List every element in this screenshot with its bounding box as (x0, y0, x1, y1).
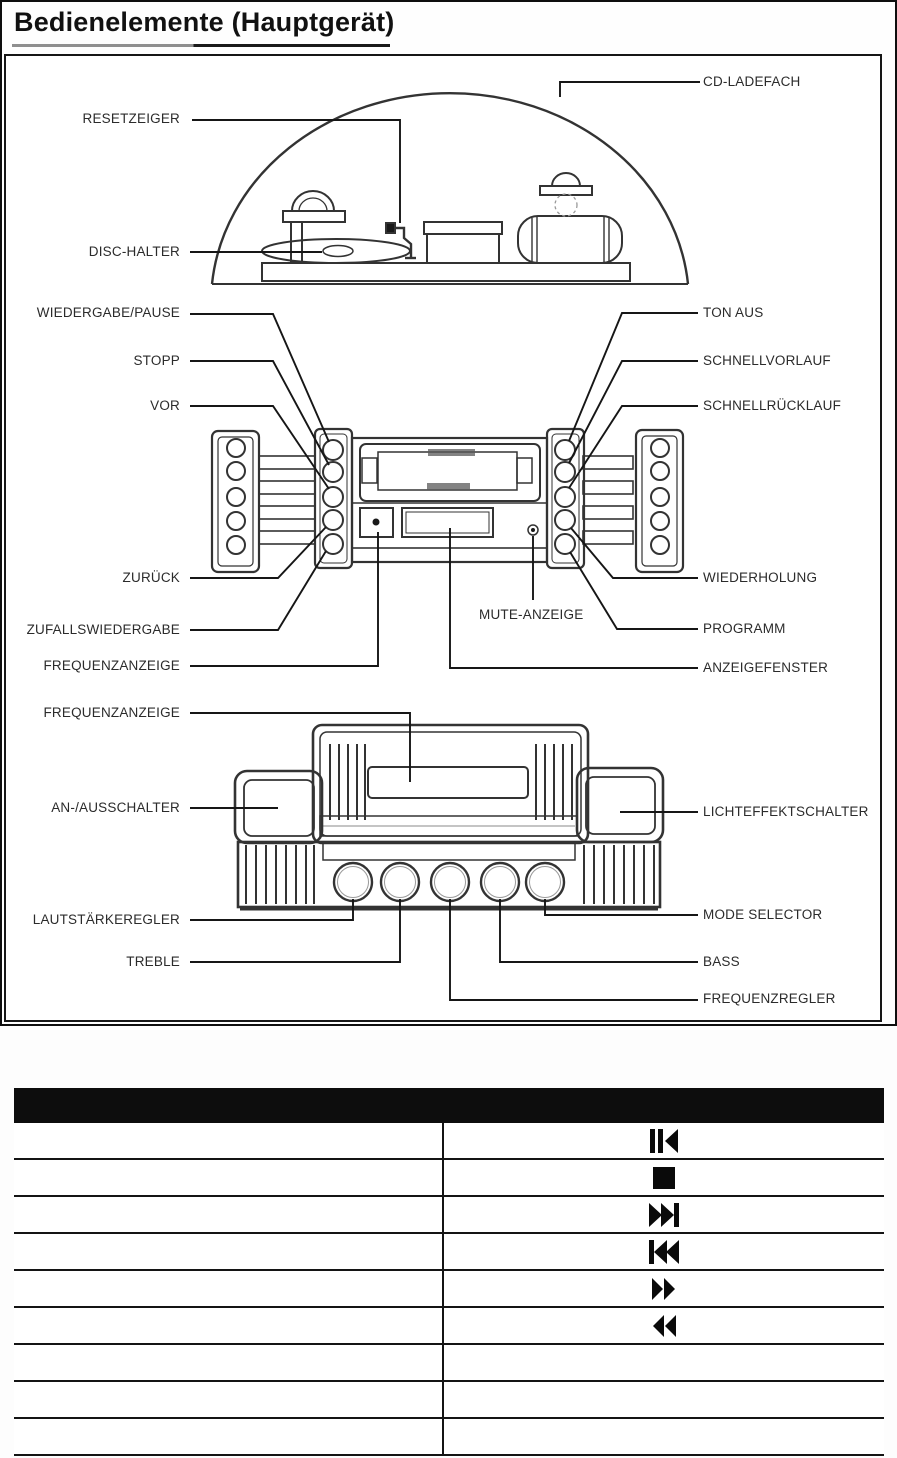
button-cell (444, 1345, 884, 1380)
fast-forward-icon (647, 1276, 681, 1302)
label-wiedergabe-pause: WIEDERGABE/PAUSE (36, 305, 180, 320)
button-cell (444, 1234, 884, 1269)
table-row (14, 1160, 884, 1197)
function-cell (14, 1271, 444, 1306)
label-frequenzanzeige-unten: FREQUENZANZEIGE (43, 705, 180, 720)
previous-track-icon (647, 1239, 681, 1265)
label-anzeigefenster: ANZEIGEFENSTER (703, 660, 829, 675)
label-cd-ladefach: CD-LADEFACH (703, 74, 801, 89)
table-row (14, 1419, 884, 1456)
label-zurueck: ZURÜCK (122, 570, 180, 585)
label-zufallswiedergabe: ZUFALLSWIEDERGABE (26, 622, 180, 637)
rewind-icon (647, 1313, 681, 1339)
page-title: Bedienelemente (Hauptgerät) (14, 7, 395, 37)
label-an-ausschalter: AN-/AUSSCHALTER (51, 800, 180, 815)
table-header-bar (14, 1088, 884, 1123)
label-resetzeiger: RESETZEIGER (82, 111, 180, 126)
label-disc-halter: DISC-HALTER (88, 244, 180, 259)
title-underline (12, 44, 390, 47)
button-cell (444, 1419, 884, 1454)
label-bass: BASS (703, 954, 740, 969)
label-mute-anzeige: MUTE-ANZEIGE (479, 607, 584, 622)
function-cell (14, 1234, 444, 1269)
function-cell (14, 1345, 444, 1380)
button-cell (444, 1123, 884, 1158)
stop-icon (647, 1165, 681, 1191)
play-pause-icon (647, 1128, 681, 1154)
label-stopp: STOPP (133, 353, 180, 368)
label-treble: TREBLE (126, 954, 180, 969)
table-row (14, 1345, 884, 1382)
next-track-icon (647, 1202, 681, 1228)
label-frequenzanzeige-oben: FREQUENZANZEIGE (43, 658, 180, 673)
button-cell (444, 1382, 884, 1417)
diagram-box (4, 54, 882, 1022)
label-schnellvorlauf: SCHNELLVORLAUF (703, 353, 831, 368)
function-cell (14, 1197, 444, 1232)
button-cell (444, 1271, 884, 1306)
label-schnellruecklauf: SCHNELLRÜCKLAUF (703, 398, 842, 413)
table-row (14, 1271, 884, 1308)
function-cell (14, 1308, 444, 1343)
label-lautstaerkeregler: LAUTSTÄRKEREGLER (32, 912, 180, 927)
button-cell (444, 1197, 884, 1232)
label-mode-selector: MODE SELECTOR (703, 907, 823, 922)
label-programm: PROGRAMM (703, 621, 786, 636)
table-row (14, 1308, 884, 1345)
table-row (14, 1382, 884, 1419)
controls-table (14, 1088, 884, 1456)
label-wiederholung: WIEDERHOLUNG (703, 570, 818, 585)
function-cell (14, 1382, 444, 1417)
button-cell (444, 1160, 884, 1195)
function-cell (14, 1160, 444, 1195)
label-vor: VOR (150, 398, 180, 413)
function-cell (14, 1123, 444, 1158)
label-frequenzregler: FREQUENZREGLER (703, 991, 836, 1006)
table-row (14, 1234, 884, 1271)
button-cell (444, 1308, 884, 1343)
label-ton-aus: TON AUS (703, 305, 764, 320)
table-row (14, 1197, 884, 1234)
label-lichteffektschalter: LICHTEFFEKTSCHALTER (703, 804, 869, 819)
table-row (14, 1123, 884, 1160)
function-cell (14, 1419, 444, 1454)
